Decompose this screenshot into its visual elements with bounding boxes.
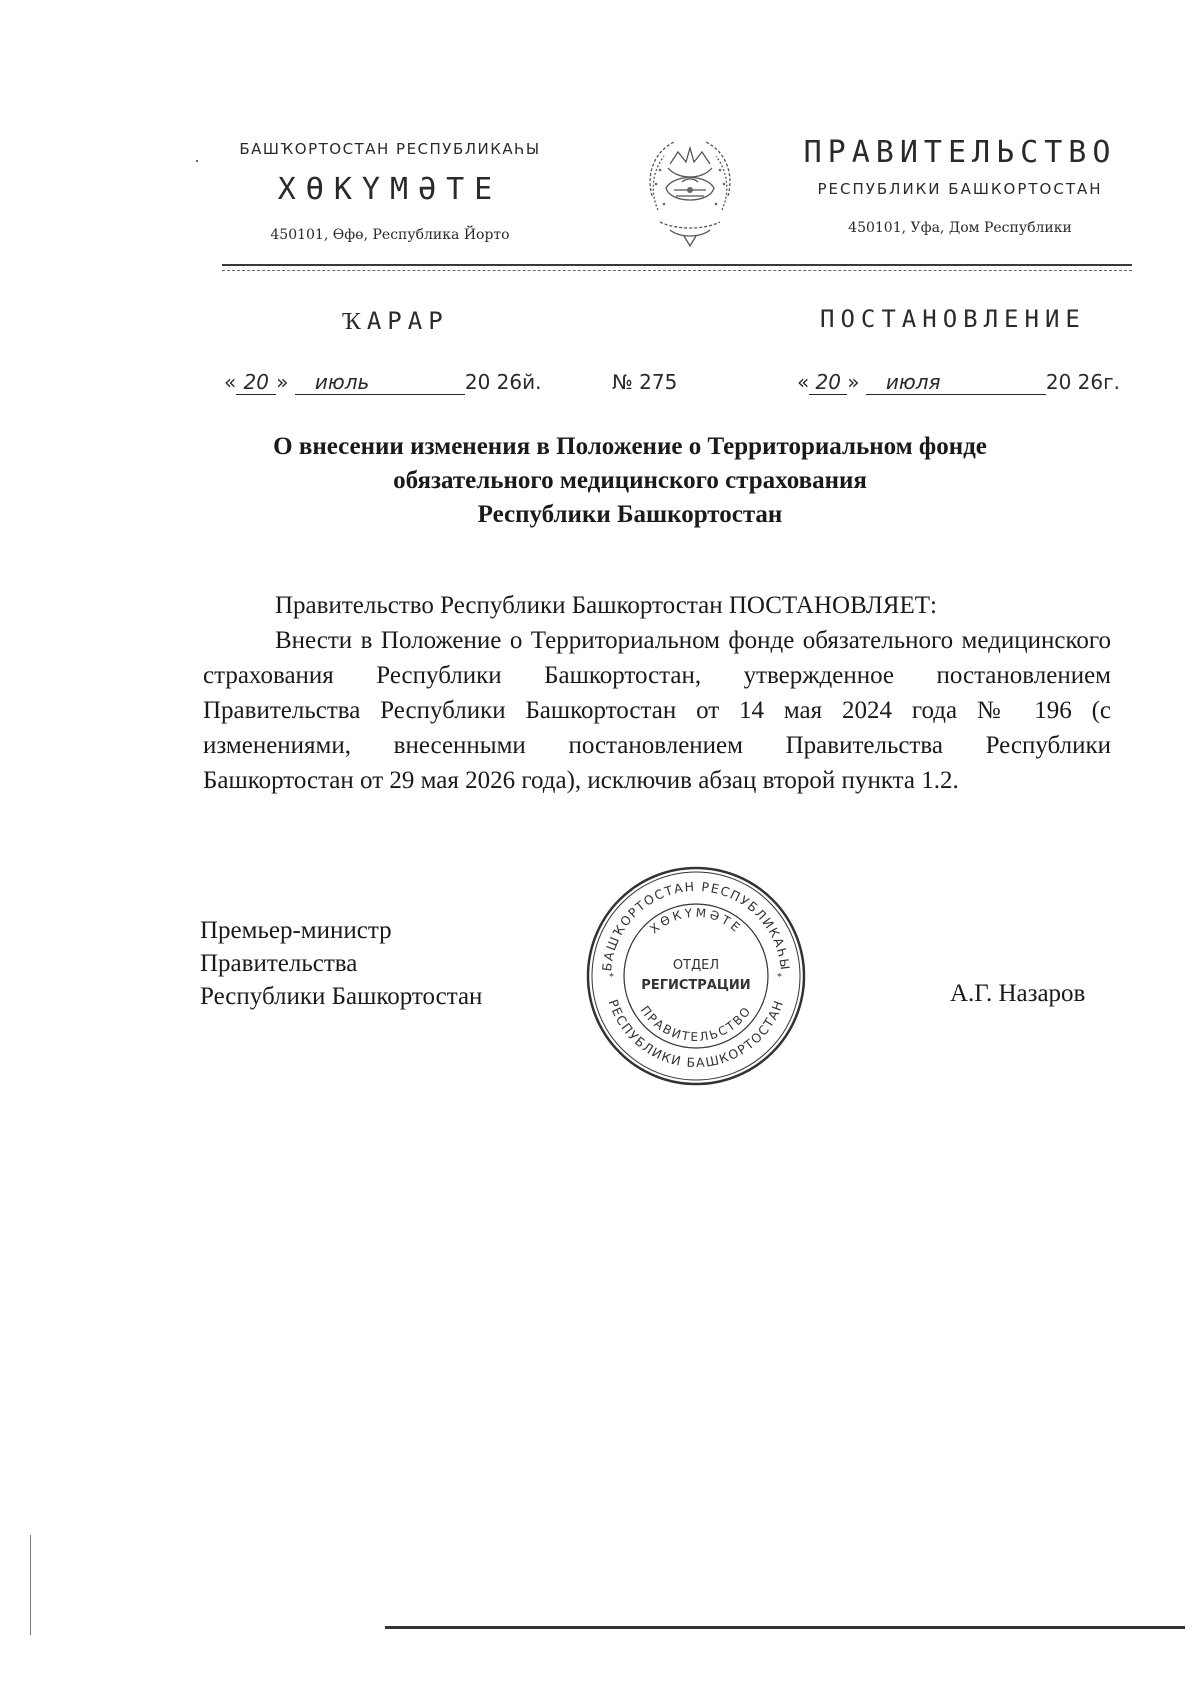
header-divider-secondary (222, 270, 1132, 271)
header-left (200, 140, 580, 243)
document-number: № 275 (612, 370, 678, 394)
stamp-center-line-2: РЕГИСТРАЦИИ (641, 978, 751, 993)
signature-position (200, 914, 482, 1013)
date-right-open-quote: « (797, 370, 810, 394)
title-line-2: обязательного медицинского страхования (393, 467, 867, 494)
scan-speck (196, 160, 198, 162)
svg-text:ПРАВИТЕЛЬСТВО (638, 1003, 755, 1044)
header-right (780, 135, 1140, 236)
scan-bottom-line (385, 1626, 1185, 1629)
date-left-day: 20 (236, 370, 276, 395)
scan-margin-line (30, 1535, 31, 1635)
stamp-center-line-1: ОТДЕЛ (672, 958, 720, 973)
header-left-government: ХӨКҮМӘТЕ (277, 172, 503, 207)
header-divider (222, 264, 1132, 266)
date-right (797, 370, 1120, 395)
signature-line-3: Республики Башкортостан (200, 983, 483, 1010)
stamp-outer-top: БАШҠОРТОСТАН РЕСПУБЛИКАҺЫ (599, 878, 794, 972)
body-text: Внести в Положение о Территориальном фонде обязательного медицинского страхования Республики Башкортостан, утвержденное постановлением Правительства Республики Башкортостан от 14 мая 2024 года № 196 (с изменениями, внесенными постановлением Правительства Республики Башкортостан от 29 мая 2026 года), исключив абзац второй пункта 1.2. (203, 627, 1111, 794)
date-left-month: июль (295, 370, 465, 395)
header-left-address: 450101, Өфө, Республика Йорто (270, 227, 510, 243)
title-line-1: О внесении изменения в Положение о Территориальном фонде (273, 433, 987, 460)
signer-name: А.Г. Назаров (950, 980, 1086, 1007)
stamp-star-left-icon: * (609, 972, 614, 983)
date-right-month: июля (866, 370, 1046, 395)
date-right-close-quote: » (847, 370, 860, 394)
document-body (203, 588, 1111, 798)
date-right-year: 20 26г. (1045, 370, 1120, 394)
date-left-close-quote: » (276, 370, 289, 394)
stamp-inner-top: ХӨКҮМӘТЕ (647, 905, 745, 937)
header-right-address: 450101, Уфа, Дом Республики (848, 220, 1072, 236)
signature-line-1: Премьер-министр (200, 917, 392, 944)
header-right-republic: РЕСПУБЛИКИ БАШКОРТОСТАН (817, 180, 1103, 198)
date-left-open-quote: « (224, 370, 237, 394)
registration-stamp (585, 865, 807, 1087)
doc-type-russian: ПОСТАНОВЛЕНИЕ (820, 305, 1086, 333)
svg-text:ХӨКҮМӘТЕ (647, 906, 745, 937)
date-left-year: 20 26й. (464, 370, 542, 394)
doc-type-bashkir: ҠАРАР (342, 307, 449, 335)
stamp-inner-bottom: ПРАВИТЕЛЬСТВО (637, 1003, 755, 1045)
document-title (200, 430, 1060, 532)
header-left-republic: БАШҠОРТОСТАН РЕСПУБЛИКАҺЫ (239, 140, 541, 158)
body-preamble: Правительство Республики Башкортостан ПОСТАНОВЛЯЕТ: (275, 592, 937, 619)
date-right-day: 20 (809, 370, 847, 395)
stamp-outer-bottom: РЕСПУБЛИКИ БАШКОРТОСТАН (605, 997, 787, 1071)
title-line-3: Республики Башкортостан (477, 501, 783, 528)
stamp-star-right-icon: * (777, 972, 782, 983)
coat-of-arms-emblem (630, 130, 750, 250)
date-left (224, 370, 541, 395)
header-right-government: ПРАВИТЕЛЬСТВО (803, 135, 1117, 170)
signature-line-2: Правительства (200, 950, 358, 977)
